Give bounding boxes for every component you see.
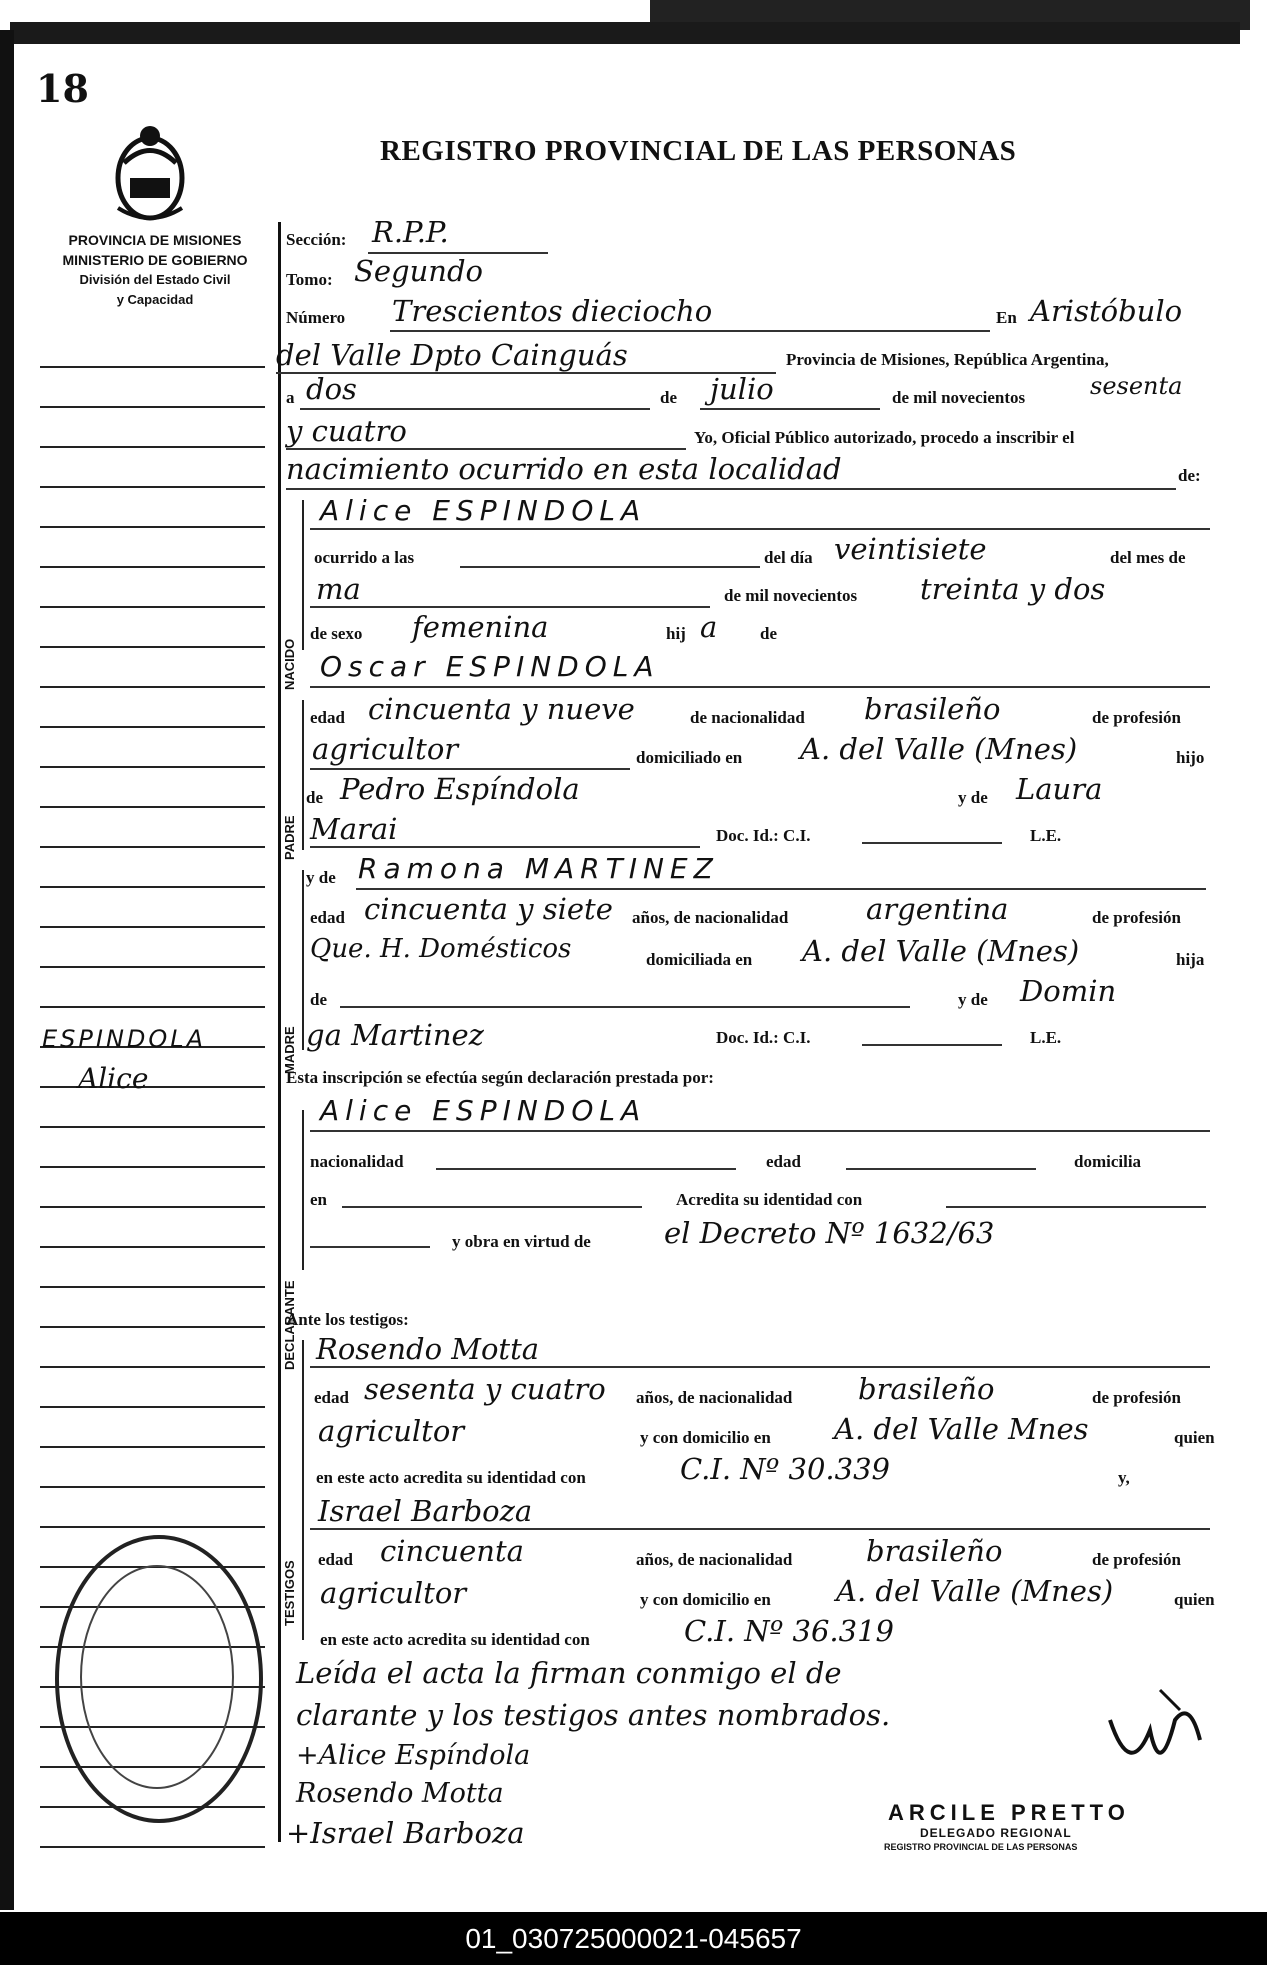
label-y-de-abuela-m: y de bbox=[958, 990, 988, 1009]
fill-line bbox=[862, 842, 1002, 844]
document-title: REGISTRO PROVINCIAL DE LAS PERSONAS bbox=[380, 135, 1017, 167]
fill-line bbox=[862, 1044, 1002, 1046]
scan-shadow bbox=[10, 22, 1240, 44]
value-t1-edad: sesenta y cuatro bbox=[364, 1372, 606, 1406]
value-seccion: R.P.P. bbox=[372, 215, 449, 249]
label-hijo: hijo bbox=[1176, 748, 1205, 767]
label-y: y, bbox=[1118, 1468, 1130, 1487]
fill-line bbox=[436, 1168, 736, 1170]
value-madre-profesion: Que. H. Domésticos bbox=[310, 934, 572, 964]
org-ministry: MINISTERIO DE GOBIERNO bbox=[62, 252, 248, 268]
value-mes: julio bbox=[710, 372, 774, 406]
fill-line bbox=[310, 1130, 1210, 1132]
margin-rule bbox=[40, 1526, 265, 1528]
label-del-mes: del mes de bbox=[1110, 548, 1186, 567]
label-doc-id-m: Doc. Id.: C.I. bbox=[716, 1028, 811, 1047]
value-abuela-paterna: Laura bbox=[1016, 772, 1103, 806]
label-domiciliada: domiciliada en bbox=[646, 950, 753, 969]
label-hija: hija bbox=[1176, 950, 1205, 969]
value-t2-edad: cincuenta bbox=[380, 1534, 524, 1568]
label-anos-nacionalidad-madre: años, de nacionalidad bbox=[632, 908, 789, 927]
label-a: a bbox=[286, 388, 295, 407]
margin-rule bbox=[40, 686, 265, 688]
margin-rule bbox=[40, 1086, 265, 1088]
label-profesion-t1: de profesión bbox=[1092, 1388, 1181, 1407]
fill-line bbox=[286, 448, 686, 450]
label-de-abuelo: de bbox=[306, 788, 323, 807]
fill-line bbox=[310, 846, 700, 848]
margin-rule bbox=[40, 1006, 265, 1008]
value-sexo: femenina bbox=[412, 610, 549, 644]
fill-line bbox=[356, 888, 1206, 890]
margin-rule bbox=[40, 1406, 265, 1408]
label-de-colon: de: bbox=[1178, 466, 1201, 485]
official-seal-icon bbox=[80, 1565, 234, 1789]
value-anio-cont: y cuatro bbox=[286, 414, 407, 448]
signature-declarante: +Alice Espíndola bbox=[296, 1740, 531, 1771]
label-profesion-t2: de profesión bbox=[1092, 1550, 1181, 1569]
label-le-m: L.E. bbox=[1030, 1028, 1062, 1047]
stamp-name: ARCILE PRETTO bbox=[888, 1800, 1130, 1825]
value-abuela-materna-cont: ga Martinez bbox=[306, 1018, 484, 1052]
label-acto-t1: en este acto acredita su identidad con bbox=[316, 1468, 586, 1487]
fill-line bbox=[700, 408, 880, 410]
fill-line bbox=[310, 1246, 430, 1248]
value-tomo: Segundo bbox=[354, 254, 483, 288]
margin-rule bbox=[40, 1366, 265, 1368]
margin-rule bbox=[40, 1126, 265, 1128]
value-t2-nacionalidad: brasileño bbox=[866, 1534, 1003, 1568]
value-t1-profesion: agricultor bbox=[318, 1414, 465, 1448]
page-number: 18 bbox=[36, 66, 89, 111]
fill-line bbox=[286, 488, 1176, 490]
value-anio-nac: treinta y dos bbox=[920, 572, 1106, 606]
value-t1-nacionalidad: brasileño bbox=[858, 1372, 995, 1406]
value-evento: nacimiento ocurrido en esta localidad bbox=[286, 452, 842, 486]
label-domiciliado: domiciliado en bbox=[636, 748, 743, 767]
value-t2-domicilio: A. del Valle (Mnes) bbox=[836, 1574, 1114, 1608]
value-dia-nac: veintisiete bbox=[834, 532, 987, 566]
margin-rule bbox=[40, 1166, 265, 1168]
label-quien-t1: quien bbox=[1174, 1428, 1215, 1447]
value-madre-edad: cincuenta y siete bbox=[364, 892, 613, 926]
section-bar bbox=[302, 1340, 304, 1640]
value-t1-ci: C.I. Nº 30.339 bbox=[680, 1452, 890, 1486]
value-abuelo-paterno: Pedro Espíndola bbox=[340, 772, 580, 806]
value-numero: Trescientos dieciocho bbox=[392, 294, 713, 328]
section-label-madre: MADRE bbox=[282, 1026, 297, 1074]
label-inscripcion: Esta inscripción se efectúa según declaración prestada por: bbox=[286, 1068, 714, 1087]
org-division: División del Estado Civil bbox=[79, 272, 231, 287]
section-label-testigos: TESTIGOS bbox=[282, 1560, 297, 1626]
margin-rule bbox=[40, 726, 265, 728]
section-label-nacido: NACIDO bbox=[282, 638, 297, 690]
label-y-de: y de bbox=[958, 788, 988, 807]
margin-rule bbox=[40, 1446, 265, 1448]
margin-rule bbox=[40, 446, 265, 448]
value-en-place: Aristóbulo bbox=[1030, 294, 1183, 328]
value-padre-domicilio: A. del Valle (Mnes) bbox=[800, 732, 1078, 766]
label-de-parent: de bbox=[760, 624, 777, 643]
label-edad-madre: edad bbox=[310, 908, 345, 927]
value-testigo1: Rosendo Motta bbox=[316, 1332, 540, 1366]
org-division: y Capacidad bbox=[116, 292, 194, 307]
label-mil-novecientos: de mil novecientos bbox=[892, 388, 1026, 407]
value-madre: Ramona MARTINEZ bbox=[358, 852, 719, 885]
label-nacionalidad-decl: nacionalidad bbox=[310, 1152, 404, 1171]
margin-rule bbox=[40, 366, 265, 368]
value-t2-profesion: agricultor bbox=[320, 1576, 467, 1610]
label-nacionalidad-padre: de nacionalidad bbox=[690, 708, 805, 727]
label-profesion-madre: de profesión bbox=[1092, 908, 1181, 927]
fill-line bbox=[300, 408, 650, 410]
margin-rule bbox=[40, 1326, 265, 1328]
value-anio: sesenta bbox=[1090, 372, 1183, 400]
label-acredita: Acredita su identidad con bbox=[676, 1190, 863, 1209]
margin-rule bbox=[40, 1846, 265, 1848]
section-label-declarante: DECLARANTE bbox=[282, 1280, 297, 1370]
label-quien-t2: quien bbox=[1174, 1590, 1215, 1609]
value-abuela-materna: Domin bbox=[1020, 974, 1117, 1008]
fill-line bbox=[390, 330, 990, 332]
value-madre-nacionalidad: argentina bbox=[866, 892, 1009, 926]
fill-line bbox=[310, 768, 630, 770]
margin-rule bbox=[40, 966, 265, 968]
value-padre-edad: cincuenta y nueve bbox=[368, 692, 635, 726]
value-hij: a bbox=[700, 610, 718, 644]
margin-rule bbox=[40, 486, 265, 488]
fill-line bbox=[310, 1528, 1210, 1530]
value-dia: dos bbox=[306, 372, 357, 406]
label-oficial: Yo, Oficial Público autorizado, procedo a inscribir el bbox=[694, 428, 1075, 447]
margin-rule bbox=[40, 566, 265, 568]
margin-surname: ESPINDOLA bbox=[42, 1025, 207, 1053]
margin-rule bbox=[40, 766, 265, 768]
value-padre: Oscar ESPINDOLA bbox=[320, 650, 660, 683]
margin-rule bbox=[40, 846, 265, 848]
label-domicilia: domicilia bbox=[1074, 1152, 1142, 1171]
label-del-dia: del día bbox=[764, 548, 813, 567]
margin-rule bbox=[40, 1286, 265, 1288]
coat-of-arms-icon bbox=[110, 118, 190, 228]
label-acto-t2: en este acto acredita su identidad con bbox=[320, 1630, 590, 1649]
label-provincia: Provincia de Misiones, República Argentina, bbox=[786, 350, 1109, 369]
section-bar bbox=[302, 700, 304, 850]
label-seccion: Sección: bbox=[286, 230, 347, 249]
value-testigo2: Israel Barboza bbox=[318, 1494, 533, 1528]
label-de-mil-novecientos: de mil novecientos bbox=[724, 586, 858, 605]
signature-testigo1: Rosendo Motta bbox=[296, 1778, 504, 1809]
value-mes-nac: ma bbox=[316, 572, 361, 606]
org-province: PROVINCIA DE MISIONES bbox=[68, 232, 242, 248]
label-sexo: de sexo bbox=[310, 624, 363, 643]
issuing-authority bbox=[40, 230, 270, 310]
fill-line bbox=[310, 606, 710, 608]
scan-footer-id: 01_030725000021-045657 bbox=[0, 1912, 1267, 1965]
section-bar bbox=[302, 1110, 304, 1270]
margin-rule bbox=[40, 606, 265, 608]
value-decreto: el Decreto Nº 1632/63 bbox=[664, 1216, 995, 1250]
label-edad-padre: edad bbox=[310, 708, 345, 727]
value-t2-ci: C.I. Nº 36.319 bbox=[684, 1614, 894, 1648]
value-place-dept: del Valle Dpto Cainguás bbox=[276, 338, 628, 372]
margin-rule bbox=[40, 1246, 265, 1248]
label-de: de bbox=[660, 388, 677, 407]
fill-line bbox=[460, 566, 760, 568]
label-edad-decl: edad bbox=[766, 1152, 801, 1171]
fill-line bbox=[846, 1168, 1036, 1170]
label-nacionalidad-t2: años, de nacionalidad bbox=[636, 1550, 793, 1569]
margin-rule bbox=[40, 806, 265, 808]
fill-line bbox=[946, 1206, 1206, 1208]
label-con-domicilio-t2: y con domicilio en bbox=[640, 1590, 771, 1609]
official-signature-icon bbox=[1100, 1680, 1210, 1790]
value-abuela-paterna-cont: Marai bbox=[310, 812, 398, 846]
margin-rule bbox=[40, 1486, 265, 1488]
label-en-decl: en bbox=[310, 1190, 327, 1209]
label-ocurrido: ocurrido a las bbox=[314, 548, 415, 567]
label-profesion-padre: de profesión bbox=[1092, 708, 1181, 727]
label-doc-id: Doc. Id.: C.I. bbox=[716, 826, 811, 845]
section-bar bbox=[302, 500, 304, 650]
margin-rule bbox=[40, 926, 265, 928]
label-hij: hij bbox=[666, 624, 686, 643]
fill-line bbox=[340, 1006, 910, 1008]
label-obra: y obra en virtud de bbox=[452, 1232, 591, 1251]
label-ante-testigos: Ante los testigos: bbox=[286, 1310, 409, 1329]
stamp-role: DELEGADO REGIONAL bbox=[920, 1826, 1072, 1840]
value-nombre: Alice ESPINDOLA bbox=[320, 494, 647, 527]
label-con-domicilio-t1: y con domicilio en bbox=[640, 1428, 771, 1447]
margin-rule bbox=[40, 406, 265, 408]
section-bar bbox=[302, 870, 304, 1050]
stamp-org: REGISTRO PROVINCIAL DE LAS PERSONAS bbox=[884, 1842, 1078, 1852]
margin-rule bbox=[40, 886, 265, 888]
value-t1-domicilio: A. del Valle Mnes bbox=[834, 1412, 1089, 1446]
fill-line bbox=[310, 686, 1210, 688]
label-numero: Número bbox=[286, 308, 346, 327]
value-madre-domicilio: A. del Valle (Mnes) bbox=[802, 934, 1080, 968]
label-tomo: Tomo: bbox=[286, 270, 333, 289]
label-edad-t1: edad bbox=[314, 1388, 349, 1407]
value-padre-nacionalidad: brasileño bbox=[864, 692, 1001, 726]
closing-line-1: Leída el acta la firman conmigo el de bbox=[296, 1656, 842, 1690]
margin-given-name: Alice bbox=[78, 1062, 149, 1095]
value-padre-profesion: agricultor bbox=[312, 732, 459, 766]
margin-rule bbox=[40, 526, 265, 528]
closing-line-2: clarante y los testigos antes nombrados. bbox=[296, 1698, 891, 1732]
label-le: L.E. bbox=[1030, 826, 1062, 845]
margin-rule bbox=[40, 1206, 265, 1208]
label-nacionalidad-t1: años, de nacionalidad bbox=[636, 1388, 793, 1407]
fill-line bbox=[342, 1206, 642, 1208]
value-declarante: Alice ESPINDOLA bbox=[320, 1094, 647, 1127]
label-edad-t2: edad bbox=[318, 1550, 353, 1569]
label-y-de-madre: y de bbox=[306, 868, 336, 887]
fill-line bbox=[310, 1366, 1210, 1368]
fill-line bbox=[310, 528, 1210, 530]
section-label-padre: PADRE bbox=[282, 815, 297, 860]
label-en: En bbox=[996, 308, 1017, 327]
signature-testigo2: +Israel Barboza bbox=[286, 1816, 525, 1850]
scan-left-edge bbox=[0, 30, 14, 1910]
margin-rule bbox=[40, 646, 265, 648]
label-de-abuelo-m: de bbox=[310, 990, 327, 1009]
